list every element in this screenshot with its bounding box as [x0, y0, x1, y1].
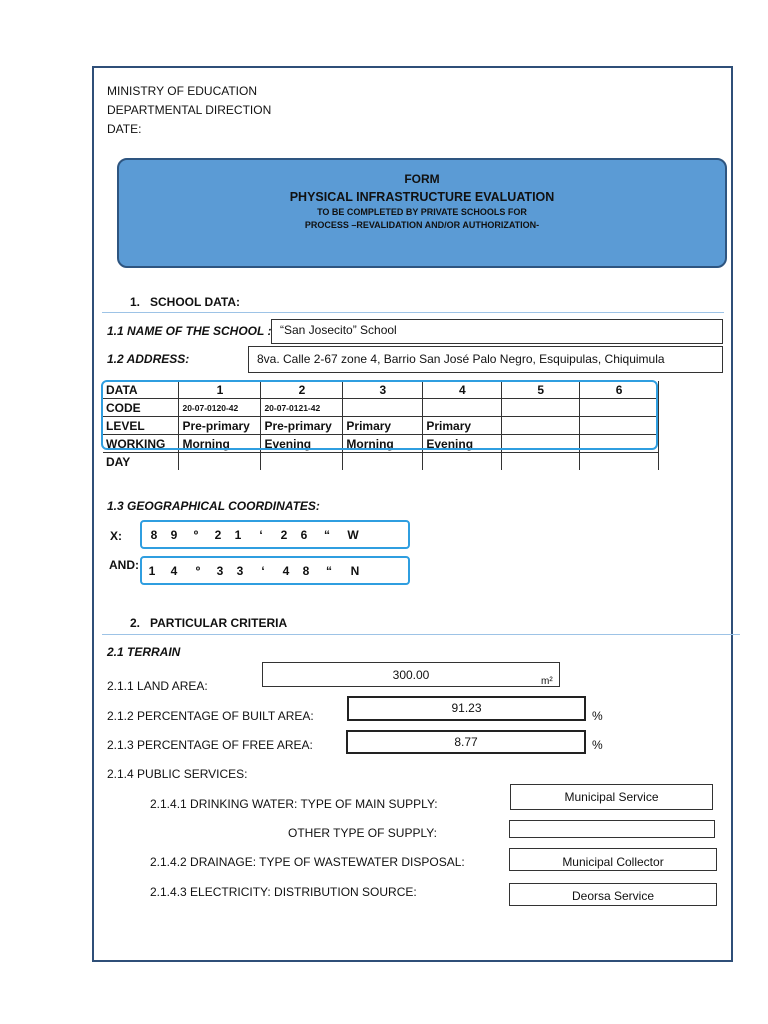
y-coordinate-char: 1: [148, 563, 156, 578]
x-coordinate-char: ‘: [259, 527, 263, 542]
address-label: 1.2 ADDRESS:: [107, 352, 190, 366]
x-coordinate-char: 1: [234, 527, 242, 542]
table-cell: Pre-primary: [179, 417, 261, 435]
table-cell: [502, 453, 580, 471]
x-coordinate-char: 2: [280, 527, 288, 542]
built-area-unit: %: [592, 709, 603, 723]
table-cell: Morning: [343, 435, 423, 453]
free-area-field[interactable]: 8.77: [346, 730, 586, 754]
drinking-water-field[interactable]: Municipal Service: [510, 784, 713, 810]
free-area-label: 2.1.3 PERCENTAGE OF FREE AREA:: [107, 738, 313, 752]
table-row-label: DAY: [103, 453, 179, 471]
table-cell: Primary: [343, 417, 423, 435]
direction-label: DEPARTMENTAL DIRECTION: [107, 103, 272, 117]
table-header-cell: 6: [580, 381, 659, 399]
table-cell: Evening: [261, 435, 343, 453]
date-label: DATE:: [107, 122, 142, 136]
x-coordinate-field[interactable]: [140, 520, 410, 549]
coordinates-label: 1.3 GEOGRAPHICAL COORDINATES:: [107, 499, 320, 513]
table-cell: Pre-primary: [261, 417, 343, 435]
table-cell: Evening: [423, 435, 502, 453]
built-area-field[interactable]: 91.23: [347, 696, 586, 721]
table-cell: [343, 453, 423, 471]
table-header-cell: 1: [179, 381, 261, 399]
y-coordinate-field[interactable]: [140, 556, 410, 585]
table-cell: [423, 453, 502, 471]
form-title-banner: [117, 158, 727, 268]
x-coordinate-label: X:: [110, 529, 122, 543]
y-coordinate-char: 4: [282, 563, 290, 578]
section-divider: [102, 312, 724, 313]
school-name-label: 1.1 NAME OF THE SCHOOL :: [107, 324, 272, 338]
y-coordinate-char: 8: [302, 563, 310, 578]
ministry-label: MINISTRY OF EDUCATION: [107, 84, 258, 98]
table-cell: Primary: [423, 417, 502, 435]
drinking-water-label: 2.1.4.1 DRINKING WATER: TYPE OF MAIN SUPPLY:: [150, 797, 438, 811]
free-area-unit: %: [592, 738, 603, 752]
y-coordinate-char: 3: [216, 563, 224, 578]
y-coordinate-char: º: [195, 563, 201, 578]
table-row-label: CODE: [103, 399, 179, 417]
table-header-cell: 4: [423, 381, 502, 399]
x-coordinate-char: 2: [214, 527, 222, 542]
form-title: FORM: [404, 172, 440, 186]
y-coordinate-char: 4: [170, 563, 178, 578]
table-row-label: LEVEL: [103, 417, 179, 435]
public-services-label: 2.1.4 PUBLIC SERVICES:: [107, 767, 248, 781]
other-supply-label: OTHER TYPE OF SUPPLY:: [288, 826, 437, 840]
table-header-cell: 2: [261, 381, 343, 399]
electricity-label: 2.1.4.3 ELECTRICITY: DISTRIBUTION SOURCE:: [150, 885, 417, 899]
form-subtitle: PHYSICAL INFRASTRUCTURE EVALUATION: [289, 190, 555, 204]
table-header-cell: 3: [343, 381, 423, 399]
table-cell: 20-07-0120-42: [179, 399, 261, 417]
table-cell: 20-07-0121-42: [261, 399, 343, 417]
table-highlight-frame: [101, 380, 658, 450]
x-coordinate-char: “: [324, 527, 330, 542]
form-note-2: PROCESS –REVALIDATION AND/OR AUTHORIZATION-: [304, 220, 540, 230]
terrain-label: 2.1 TERRAIN: [107, 645, 181, 659]
table-cell: Morning: [179, 435, 261, 453]
electricity-field[interactable]: Deorsa Service: [509, 883, 717, 906]
y-coordinate-label: AND:: [109, 558, 139, 572]
school-name-field[interactable]: “San Josecito” School: [271, 319, 723, 344]
y-coordinate-char: “: [326, 563, 332, 578]
table-header-cell: DATA: [103, 381, 179, 399]
land-area-label: 2.1.1 LAND AREA:: [107, 679, 208, 693]
other-supply-field[interactable]: [509, 820, 715, 838]
land-area-field[interactable]: 300.00: [262, 662, 560, 687]
y-coordinate-char: ‘: [261, 563, 265, 578]
table-cell: [580, 453, 659, 471]
land-area-unit: m²: [541, 676, 553, 687]
y-coordinate-char: N: [350, 563, 360, 578]
section-divider: [102, 634, 740, 635]
x-coordinate-char: º: [193, 527, 199, 542]
x-coordinate-char: 8: [150, 527, 158, 542]
table-row: [103, 453, 659, 471]
table-cell: [261, 453, 343, 471]
drainage-field[interactable]: Municipal Collector: [509, 848, 717, 871]
x-coordinate-char: W: [347, 527, 359, 542]
section-school-data-title: 1. SCHOOL DATA:: [130, 295, 241, 309]
table-header-cell: 5: [502, 381, 580, 399]
form-note-1: TO BE COMPLETED BY PRIVATE SCHOOLS FOR: [317, 207, 527, 217]
table-cell: [179, 453, 261, 471]
x-coordinate-char: 6: [300, 527, 308, 542]
x-coordinate-char: 9: [170, 527, 178, 542]
built-area-label: 2.1.2 PERCENTAGE OF BUILT AREA:: [107, 709, 314, 723]
table-row-label: WORKING: [103, 435, 179, 453]
y-coordinate-char: 3: [236, 563, 244, 578]
section-criteria-title: 2. PARTICULAR CRITERIA: [130, 616, 288, 630]
drainage-label: 2.1.4.2 DRAINAGE: TYPE OF WASTEWATER DISPOSAL:: [150, 855, 465, 869]
address-field[interactable]: 8va. Calle 2-67 zone 4, Barrio San José Palo Negro, Esquipulas, Chiquimula: [248, 346, 723, 373]
